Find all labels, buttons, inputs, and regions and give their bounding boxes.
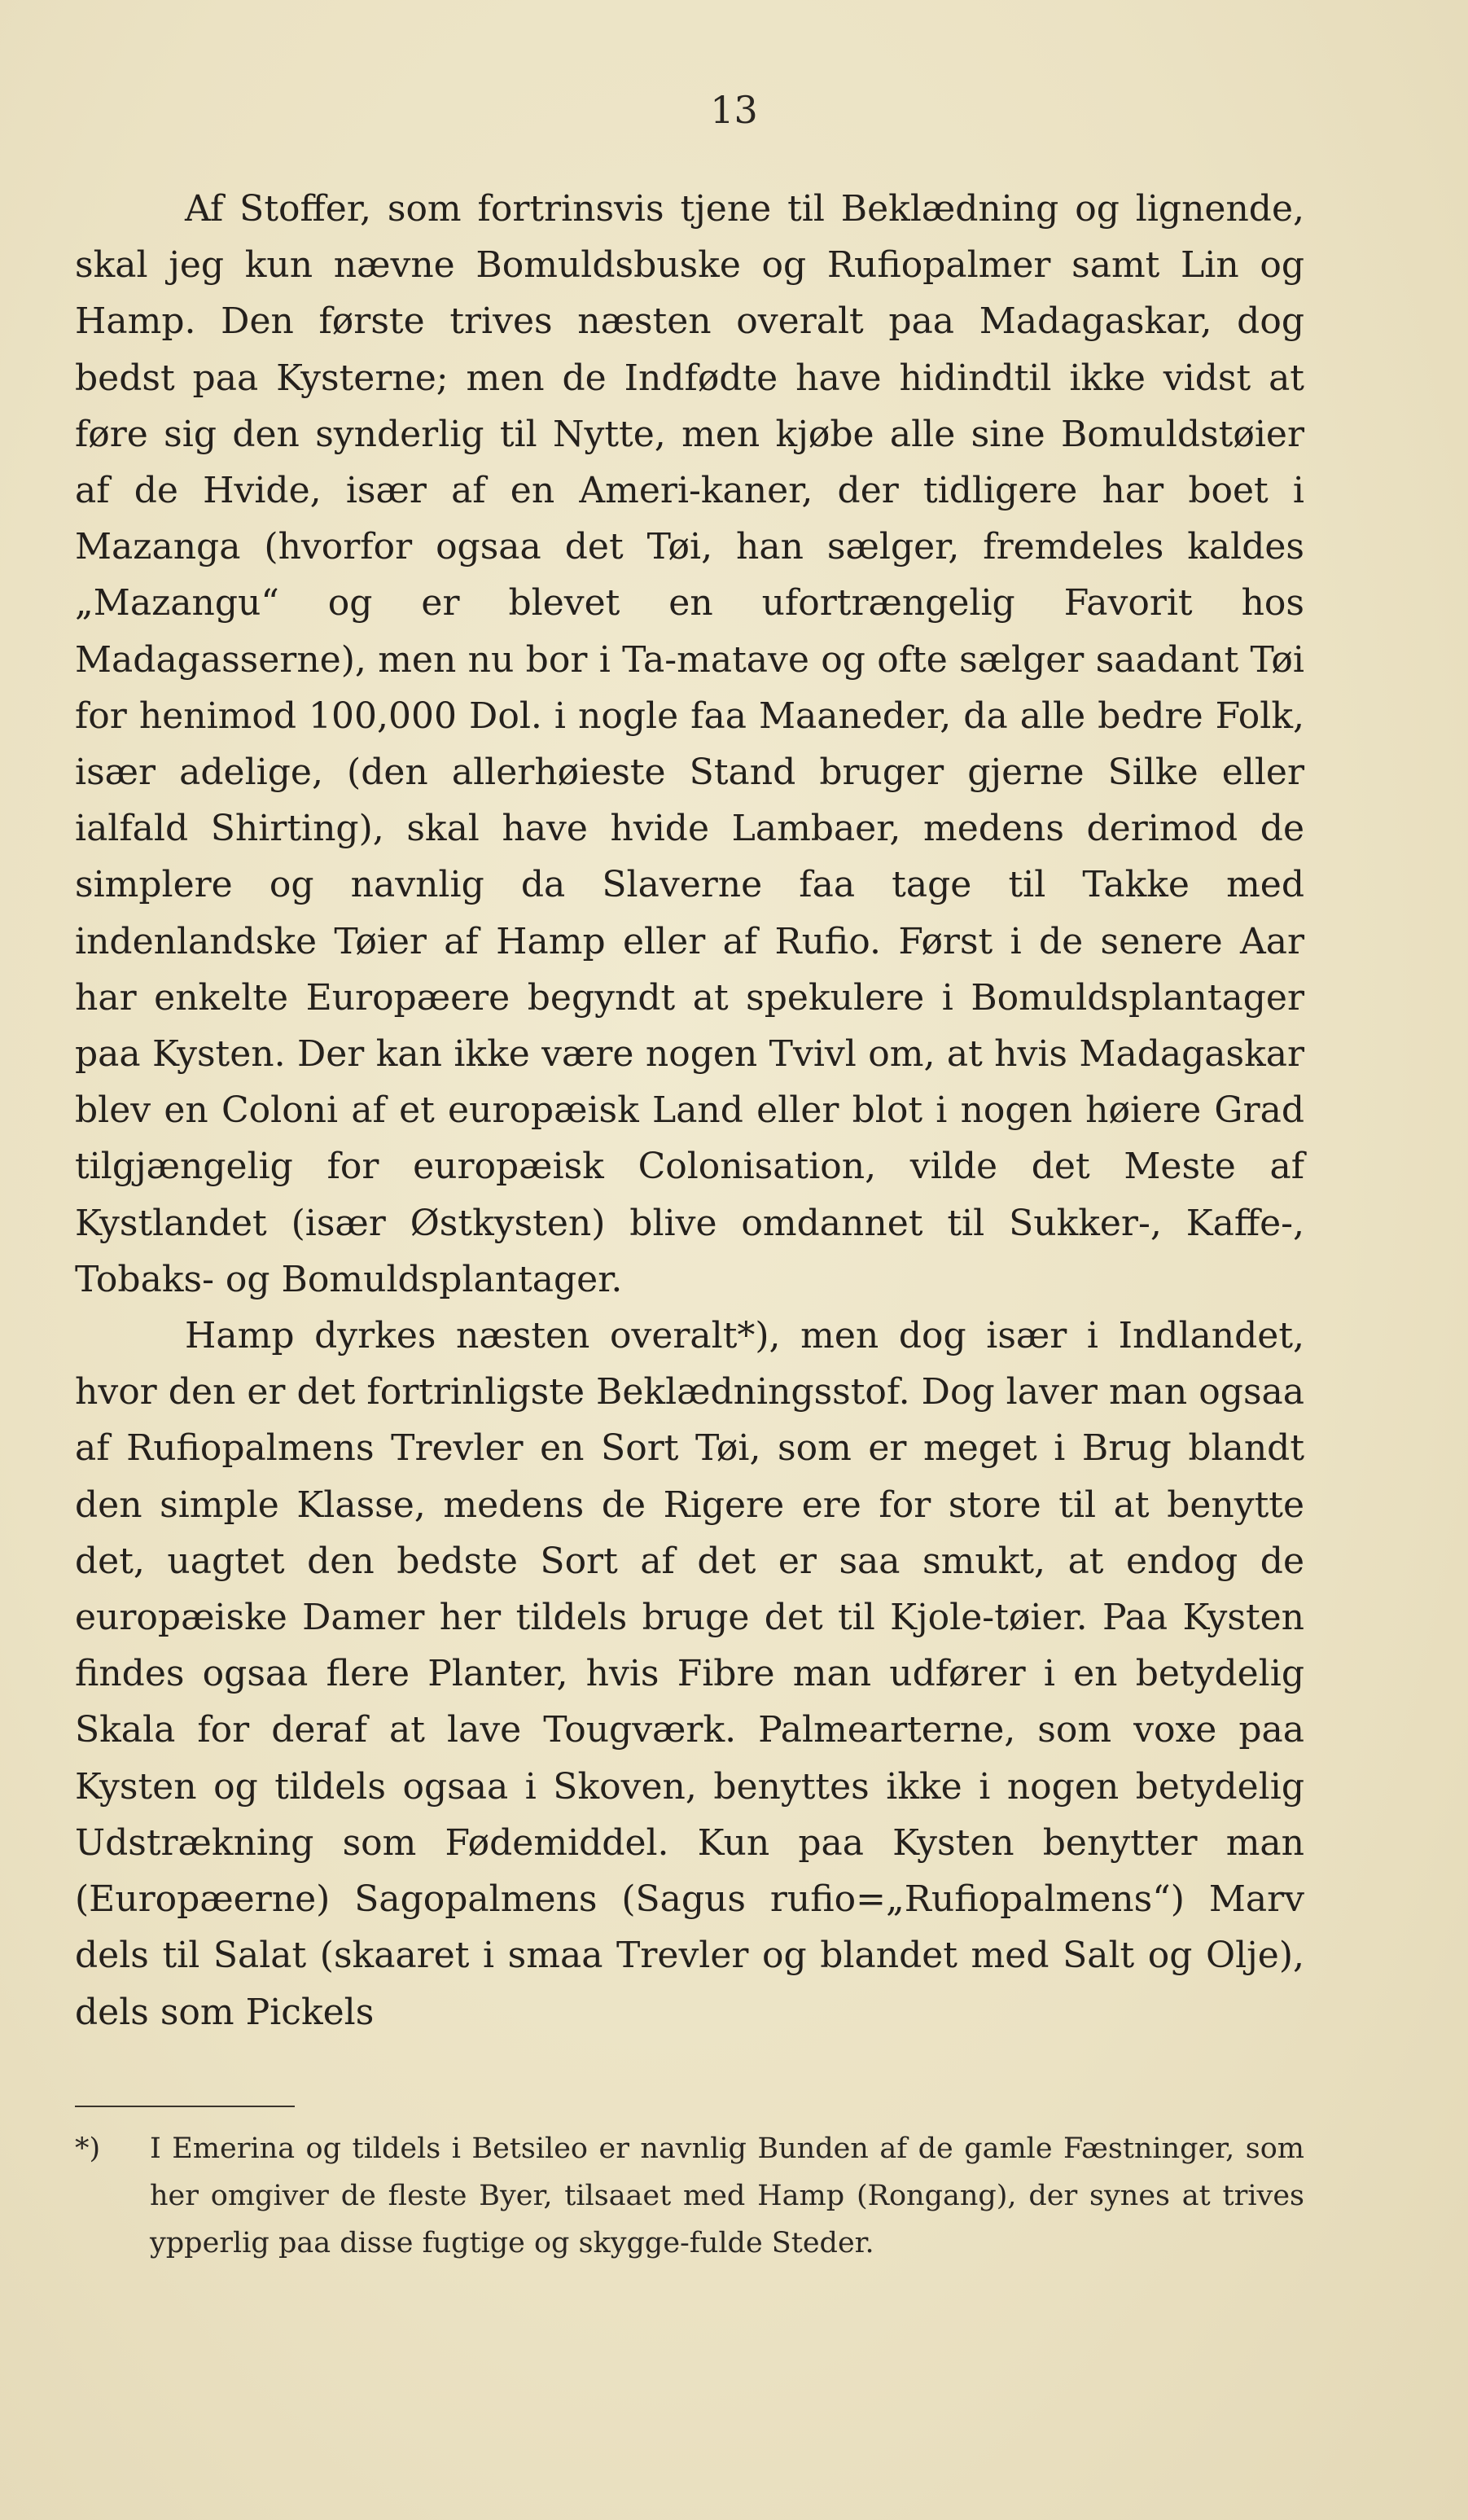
footnote-paragraph	[75, 2125, 1304, 2267]
footnote-text: I Emerina og tildels i Betsileo er navnlig Bunden af de gamle Fæstninger, som her omgiver de fleste Byer, tilsaaet med Hamp (Rongang), der synes at trives ypperlig paa disse fugtige og skygge-fulde Steder.	[150, 2132, 1304, 2259]
body-text	[75, 181, 1304, 2040]
footnote	[75, 2125, 1304, 2267]
paragraph-hemp: Hamp dyrkes næsten overalt*), men dog især i Indlandet, hvor den er det fortrinligste Beklædningsstof. Dog laver man ogsaa af Rufiopalmens Trevler en Sort Tøi, som er meget i Brug blandt den simple Klasse, medens de Rigere ere for store til at benytte det, uagtet den bedste Sort af det er saa smukt, at endog de europæiske Damer her tildels bruge det til Kjole-tøier. Paa Kysten findes ogsaa flere Planter, hvis Fibre man udfører i en betydelig Skala for deraf at lave Tougværk. Palmearterne, som voxe paa Kysten og tildels ogsaa i Skoven, benyttes ikke i nogen betydelig Udstrækning som Fødemiddel. Kun paa Kysten benytter man (Europæerne) Sagopalmens (Sagus rufio=„Rufiopalmens“) Marv dels til Salat (skaaret i smaa Trevler og blandet med Salt og Olje), dels som Pickels	[75, 1315, 1304, 2033]
footnote-marker: *)	[75, 2132, 101, 2165]
page-number: 13	[710, 88, 758, 132]
footnote-divider	[75, 2106, 295, 2107]
paragraph-fibers: Af Stoffer, som fortrinsvis tjene til Beklædning og lignende, skal jeg kun nævne Bomuldsbuske og Rufiopalmer samt Lin og Hamp. Den første trives næsten overalt paa Madagaskar, dog bedst paa Kysterne; men de Indfødte have hidindtil ikke vidst at føre sig den synderlig til Nytte, men kjøbe alle sine Bomuldstøier af de Hvide, især af en Ameri-kaner, der tidligere har boet i Mazanga (hvorfor ogsaa det Tøi, han sælger, fremdeles kaldes „Mazangu“ og er blevet en ufortrængelig Favorit hos Madagasserne), men nu bor i Ta-matave og ofte sælger saadant Tøi for henimod 100,000 Dol. i nogle faa Maaneder, da alle bedre Folk, især adelige, (den allerhøieste Stand bruger gjerne Silke eller ialfald Shirting), skal have hvide Lambaer, medens derimod de simplere og navnlig da Slaverne faa tage til Takke med indenlandske Tøier af Hamp eller af Rufio. Først i de senere Aar har enkelte Europæere begyndt at spekulere i Bomuldsplantager paa Kysten. Der kan ikke være nogen Tvivl om, at hvis Madagaskar blev en Coloni af et europæisk Land eller blot i nogen høiere Grad tilgjængelig for europæisk Colonisation, vilde det Meste af Kystlandet (især Østkysten) blive omdannet til Sukker-, Kaffe-, Tobaks- og Bomuldsplantager.	[75, 188, 1304, 1300]
